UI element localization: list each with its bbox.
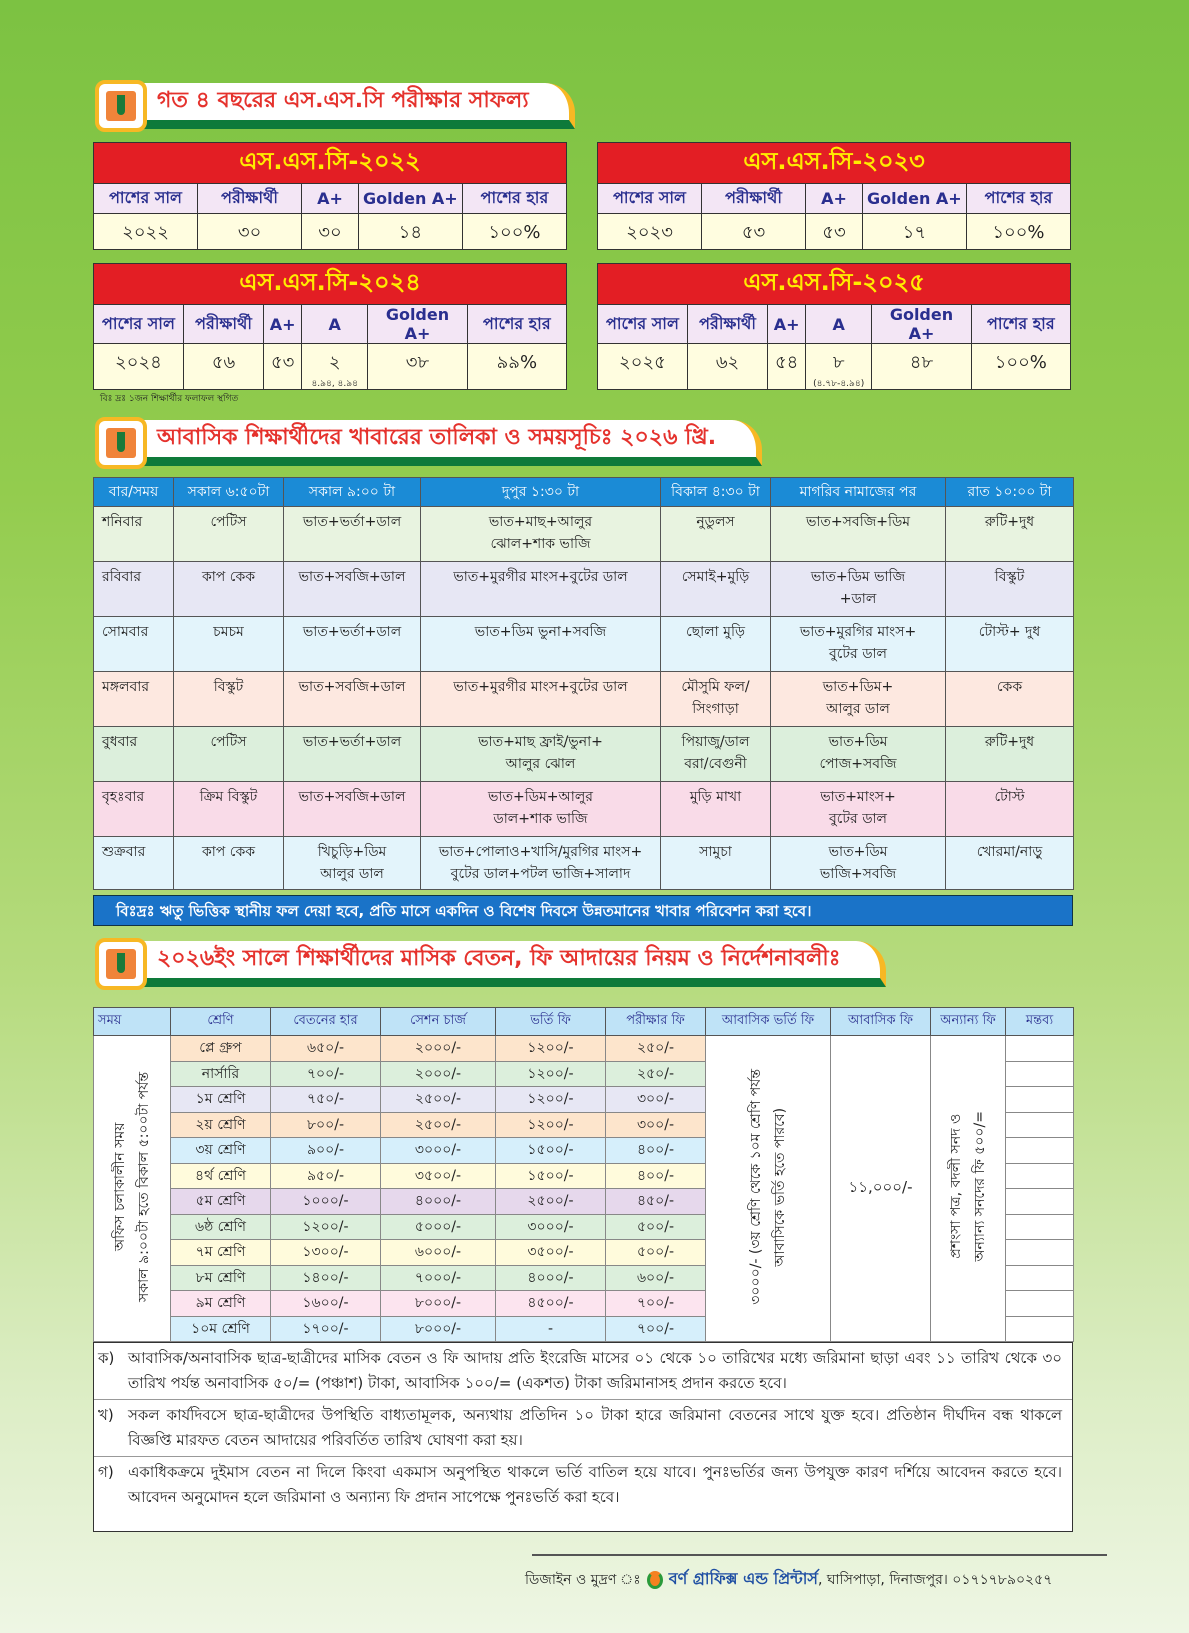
fee-amount-cell: ৫০০/- — [606, 1240, 706, 1266]
ssc-header-cell: A+ — [806, 184, 863, 214]
fee-header-cell: ভর্তি ফি — [496, 1008, 606, 1036]
ssc-header-cell: A+ — [302, 184, 359, 214]
meal-item-cell: বিস্কুট — [174, 672, 284, 727]
fee-amount-cell: ১২০০/- — [496, 1061, 606, 1087]
meal-item-cell: ক্রিম বিস্কুট — [174, 782, 284, 837]
book-pen-logo-icon — [95, 80, 147, 132]
ssc-value: ৫৩ — [822, 222, 846, 243]
meal-item-cell: ভাত+মাছ ফ্রাই/ভুনা+ আলুর ঝোল — [421, 727, 661, 782]
fee-header-cell: অন্যান্য ফি — [931, 1008, 1006, 1036]
meal-day-cell: বুধবার — [94, 727, 174, 782]
meal-row — [94, 782, 1074, 837]
ssc-title-row — [94, 143, 567, 184]
ssc-value: ২০২৫ — [619, 352, 666, 373]
meal-item-cell: ভাত+ভর্তা+ডাল — [284, 727, 421, 782]
ssc-value: ২০২৪ — [115, 352, 162, 373]
ssc-data-cell — [687, 344, 767, 390]
meal-item-cell: কেক — [946, 672, 1074, 727]
fee-class-cell: ১ম শ্রেণি — [171, 1087, 271, 1113]
ssc-value: ৮ — [832, 352, 845, 373]
fee-amount-cell: ৩০০০/- — [496, 1214, 606, 1240]
meal-item-cell: টোস্ট+ দুধ — [946, 617, 1074, 672]
fee-amount-cell: ২০০০/- — [381, 1061, 496, 1087]
ssc-title: এস.এস.সি-২০২৪ — [94, 264, 567, 305]
ssc-data-cell — [183, 344, 263, 390]
fee-class-cell: ৭ম শ্রেণি — [171, 1240, 271, 1266]
ssc-header-cell: পাশের হার — [467, 305, 566, 344]
residential-fee-cell: ১১,০০০/- — [831, 1036, 931, 1342]
ssc-value: ৫৩ — [741, 222, 766, 243]
meal-day-cell: বৃহঃবার — [94, 782, 174, 837]
fee-amount-cell: ১৪০০/- — [271, 1265, 381, 1291]
fee-amount-cell: ১২০০/- — [496, 1087, 606, 1113]
fee-header-cell: আবাসিক ফি — [831, 1008, 931, 1036]
meal-header-cell: বিকাল ৪:৩০ টা — [661, 478, 771, 507]
remarks-cell — [1006, 1240, 1074, 1266]
ssc-data-cell — [94, 344, 184, 390]
residential-admission-fee-text: ৩০০০/- (৩য় শ্রেণি থেকে ১০ম শ্রেণি পর্যন্ত আবাসিকে ভর্তি হতে পারবে) — [748, 1068, 788, 1305]
ssc-data-cell — [971, 344, 1070, 390]
heading-text: গত ৪ বছরের এস.এস.সি পরীক্ষার সাফল্য — [139, 83, 575, 129]
meal-item-cell: ভাত+ভর্তা+ডাল — [284, 617, 421, 672]
ssc-value: ১০০% — [488, 222, 541, 243]
fee-amount-cell: ৩০০/- — [606, 1087, 706, 1113]
fee-amount-cell: ৭০০/- — [606, 1316, 706, 1342]
fee-amount-cell: ৮০০/- — [271, 1112, 381, 1138]
meal-day-cell: মঙ্গলবার — [94, 672, 174, 727]
fee-amount-cell: ৭০০০/- — [381, 1265, 496, 1291]
ssc-result-table-3 — [597, 263, 1071, 390]
book-pen-logo-icon — [95, 417, 147, 469]
remarks-cell — [1006, 1163, 1074, 1189]
ssc-data-cell — [94, 214, 198, 250]
meal-day-cell: সোমবার — [94, 617, 174, 672]
ssc-header-cell: পরীক্ষার্থী — [183, 305, 263, 344]
remarks-cell — [1006, 1087, 1074, 1113]
other-fee-cell — [931, 1036, 1006, 1342]
fee-amount-cell: ২৫০/- — [606, 1036, 706, 1062]
meal-item-cell: ভাত+ডিম+আলুর ডাল+শাক ভাজি — [421, 782, 661, 837]
ssc-header-cell: Golden A+ — [368, 305, 467, 344]
ssc-value: ৫৬ — [211, 352, 236, 373]
footer-prefix: ডিজাইন ও মুদ্রণ ঃ — [525, 1571, 641, 1588]
meal-row — [94, 837, 1074, 890]
fee-amount-cell: ৪৫০০/- — [496, 1291, 606, 1317]
ssc-value: ১০০% — [994, 352, 1047, 373]
section-heading-meal — [95, 417, 1073, 469]
ssc-data-cell — [806, 344, 872, 390]
ssc-value: ৫৪ — [774, 352, 799, 373]
ssc-value: ২০২৩ — [626, 222, 673, 243]
ssc-data-cell — [598, 344, 688, 390]
fee-row — [94, 1036, 1074, 1062]
fee-amount-cell: ৩০০০/- — [381, 1138, 496, 1164]
meal-row — [94, 672, 1074, 727]
fee-amount-cell: ৯০০/- — [271, 1138, 381, 1164]
ssc-header-cell: পাশের হার — [971, 305, 1070, 344]
remarks-cell — [1006, 1265, 1074, 1291]
rules-list — [94, 1342, 1072, 1513]
fee-amount-cell: ৩৫০০/- — [381, 1163, 496, 1189]
fee-amount-cell: ২৫০০/- — [381, 1112, 496, 1138]
fee-class-cell: ৬ষ্ঠ শ্রেণি — [171, 1214, 271, 1240]
fee-amount-cell: ৮০০০/- — [381, 1291, 496, 1317]
ssc-value: ৩০ — [237, 222, 262, 243]
fee-amount-cell: ৬০০০/- — [381, 1240, 496, 1266]
ssc-value: ৯৯% — [496, 352, 538, 373]
ssc-header-cell: পরীক্ষার্থী — [702, 184, 806, 214]
fee-table — [93, 1007, 1074, 1342]
meal-schedule-table — [93, 477, 1074, 890]
meal-item-cell: কাপ কেক — [174, 837, 284, 890]
fee-amount-cell: ১০০০/- — [271, 1189, 381, 1215]
fee-amount-cell: ১২০০/- — [496, 1112, 606, 1138]
ssc-data-cell — [806, 214, 863, 250]
ssc-header-row — [94, 184, 567, 214]
ssc-data-row — [598, 344, 1071, 390]
ssc-value: ১০০% — [992, 222, 1045, 243]
ssc-data-cell — [302, 344, 368, 390]
ssc-header-cell: পাশের সাল — [94, 184, 198, 214]
ssc-header-cell: Golden A+ — [872, 305, 971, 344]
meal-notice: বিঃদ্রঃ ঋতু ভিত্তিক স্থানীয় ফল দেয়া হবে, প্রতি মাসে একদিন ও বিশেষ দিবসে উন্নতমানের খাবার পরিবেশন করা হবে। — [93, 895, 1073, 926]
ssc-value: ৩৮ — [405, 352, 430, 373]
meal-item-cell: সেমাই+মুড়ি — [661, 562, 771, 617]
meal-row — [94, 562, 1074, 617]
ssc-header-cell: A+ — [264, 305, 302, 344]
meal-item-cell: ভাত+ডিম+ আলুর ডাল — [771, 672, 946, 727]
fee-class-cell: প্লে গ্রুপ — [171, 1036, 271, 1062]
fee-amount-cell: ৫০০/- — [606, 1214, 706, 1240]
rule-item — [94, 1399, 1072, 1456]
ssc-title: এস.এস.সি-২০২৩ — [598, 143, 1071, 184]
fee-amount-cell: ৪০০/- — [606, 1163, 706, 1189]
ssc-data-cell — [702, 214, 806, 250]
fee-header-cell: আবাসিক ভর্তি ফি — [706, 1008, 831, 1036]
remarks-cell — [1006, 1214, 1074, 1240]
meal-item-cell: খিচুড়ি+ডিম আলুর ডাল — [284, 837, 421, 890]
heading-text: ২০২৬ইং সালে শিক্ষার্থীদের মাসিক বেতন, ফি আদায়ের নিয়ম ও নির্দেশনাবলীঃ — [139, 941, 886, 987]
meal-item-cell: রুটি+দুধ — [946, 727, 1074, 782]
ssc-value: ১৭ — [902, 222, 927, 243]
fee-amount-cell: ৮০০০/- — [381, 1316, 496, 1342]
fee-amount-cell: ৪০০/- — [606, 1138, 706, 1164]
ssc-value: ৫৩ — [270, 352, 295, 373]
rule-marker: খ) — [98, 1406, 114, 1424]
meal-item-cell: খোরমা/নাড়ু — [946, 837, 1074, 890]
a-grade-gpa-note: ৪.৯৪, ৪.৯৪ — [311, 379, 358, 389]
meal-item-cell: ভাত+ডিম ভাজি+সবজি — [771, 837, 946, 890]
ssc-data-cell — [368, 344, 467, 390]
poster — [93, 0, 1073, 1633]
meal-item-cell: ভাত+মুরগির মাংস+ বুটের ডাল — [771, 617, 946, 672]
ssc-header-cell: পাশের হার — [966, 184, 1070, 214]
fee-amount-cell: ৯৫০/- — [271, 1163, 381, 1189]
ssc-data-row — [598, 214, 1071, 250]
ssc-header-cell: A+ — [768, 305, 806, 344]
ssc-header-row — [598, 184, 1071, 214]
meal-item-cell: ভাত+সবজি+ডাল — [284, 782, 421, 837]
meal-header-cell: সকাল ৯:০০ টা — [284, 478, 421, 507]
ssc-title: এস.এস.সি-২০২২ — [94, 143, 567, 184]
ssc-header-row — [94, 305, 567, 344]
ssc-results — [93, 142, 1073, 390]
ssc-value: ৪৮ — [909, 352, 934, 373]
footer — [525, 1566, 1073, 1593]
fee-class-cell: ২য় শ্রেণি — [171, 1112, 271, 1138]
fee-class-cell: ৯ম শ্রেণি — [171, 1291, 271, 1317]
fee-header-row — [94, 1008, 1074, 1036]
fee-amount-cell: ৪০০০/- — [381, 1189, 496, 1215]
ssc-data-cell — [198, 214, 302, 250]
fee-amount-cell: ১২০০/- — [496, 1036, 606, 1062]
meal-item-cell: পিয়াজু/ডাল বরা/বেগুনী — [661, 727, 771, 782]
ssc-note: বিঃ দ্রঃ ১জন শিক্ষার্থীর ফলাফল স্থগিত — [100, 394, 239, 404]
ssc-header-cell: পাশের সাল — [598, 184, 702, 214]
meal-row — [94, 727, 1074, 782]
ssc-title-row — [598, 264, 1071, 305]
remarks-cell — [1006, 1061, 1074, 1087]
meal-item-cell: ভাত+মাংস+ বুটের ডাল — [771, 782, 946, 837]
meal-header-row — [94, 478, 1074, 507]
ssc-header-cell: পরীক্ষার্থী — [687, 305, 767, 344]
ssc-header-cell: A — [806, 305, 872, 344]
rule-text: আবাসিক/অনাবাসিক ছাত্র-ছাত্রীদের মাসিক বেতন ও ফি আদায় প্রতি ইংরেজি মাসের ০১ থেকে ১০ তারিখের মধ্যে জরিমানা ছাড়া এবং ১১ তারিখ থেকে ৩০ তারিখ পর্যন্ত অনাবাসিক ৫০/= (পঞ্চাশ) টাকা, আবাসিক ১০০/= (একশত) টাকা জরিমানাসহ প্রদান করতে হবে। — [128, 1349, 1062, 1392]
a-grade-gpa-note: (৪.৭৮-৪.৯৪) — [813, 379, 865, 389]
fee-header-cell: বেতনের হার — [271, 1008, 381, 1036]
ssc-data-cell — [768, 344, 806, 390]
rule-marker: গ) — [98, 1463, 114, 1481]
meal-item-cell: ভাত+মুরগীর মাংস+বুটের ডাল — [421, 562, 661, 617]
ssc-data-cell — [966, 214, 1070, 250]
ssc-value: ২ — [328, 352, 341, 373]
fee-amount-cell: ৩৫০০/- — [496, 1240, 606, 1266]
ssc-data-cell — [862, 214, 966, 250]
ssc-result-table-1 — [597, 142, 1071, 250]
ssc-title: এস.এস.সি-২০২৫ — [598, 264, 1071, 305]
fee-amount-cell: ২৫০০/- — [381, 1087, 496, 1113]
ssc-result-table-2 — [93, 263, 567, 390]
ssc-header-cell: পাশের সাল — [598, 305, 688, 344]
meal-item-cell: বিস্কুট — [946, 562, 1074, 617]
fee-amount-cell: ৭০০/- — [271, 1061, 381, 1087]
ssc-data-cell — [467, 344, 566, 390]
ssc-value: ১৪ — [398, 222, 423, 243]
ssc-data-cell — [302, 214, 359, 250]
printer-logo-icon — [647, 1571, 663, 1589]
ssc-title-row — [598, 143, 1071, 184]
meal-header-cell: বার/সময় — [94, 478, 174, 507]
fee-header-cell: মন্তব্য — [1006, 1008, 1074, 1036]
fee-amount-cell: ৩০০/- — [606, 1112, 706, 1138]
meal-item-cell: চমচম — [174, 617, 284, 672]
remarks-cell — [1006, 1112, 1074, 1138]
remarks-cell — [1006, 1189, 1074, 1215]
meal-item-cell: কাপ কেক — [174, 562, 284, 617]
fee-amount-cell: ১৬০০/- — [271, 1291, 381, 1317]
footer-brand-line — [669, 1566, 1053, 1593]
fee-class-cell: ৮ম শ্রেণি — [171, 1265, 271, 1291]
ssc-result-table-0 — [93, 142, 567, 250]
meal-item-cell: ভাত+ডিম পোজ+সবজি — [771, 727, 946, 782]
meal-header-cell: রাত ১০:০০ টা — [946, 478, 1074, 507]
fee-amount-cell: ১৫০০/- — [496, 1163, 606, 1189]
rule-text: সকল কার্যদিবসে ছাত্র-ছাত্রীদের উপস্থিতি বাধ্যতামূলক, অন্যথায় প্রতিদিন ১০ টাকা হারে জরিমানা বেতনের সাথে যুক্ত হবে। প্রতিষ্ঠান দীর্ঘদিন বন্ধ থাকলে বিজ্ঞপ্তি মারফত বেতন আদায়ের পরিবর্তিত তারিখ ঘোষণা করা হয়। — [128, 1406, 1062, 1449]
remarks-cell — [1006, 1291, 1074, 1317]
meal-item-cell: মুড়ি মাখা — [661, 782, 771, 837]
ssc-title-row — [94, 264, 567, 305]
ssc-data-cell — [358, 214, 462, 250]
fee-amount-cell: ২৫০/- — [606, 1061, 706, 1087]
meal-day-cell: শনিবার — [94, 507, 174, 562]
meal-item-cell: ভাত+ভর্তা+ডাল — [284, 507, 421, 562]
fee-header-cell: সেশন চার্জ — [381, 1008, 496, 1036]
meal-item-cell: ভাত+ডিম ভুনা+সবজি — [421, 617, 661, 672]
meal-item-cell: নুডুলস — [661, 507, 771, 562]
ssc-data-row — [94, 214, 567, 250]
fee-amount-cell: ৬৫০/- — [271, 1036, 381, 1062]
meal-item-cell: ভাত+ডিম ভাজি +ডাল — [771, 562, 946, 617]
ssc-header-cell: A — [302, 305, 368, 344]
ssc-header-cell: পাশের হার — [462, 184, 566, 214]
meal-day-cell: শুক্রবার — [94, 837, 174, 890]
fee-amount-cell: ৪৫০/- — [606, 1189, 706, 1215]
fee-class-cell: ১০ম শ্রেণি — [171, 1316, 271, 1342]
residential-admission-fee-cell — [706, 1036, 831, 1342]
ssc-value: ৩০ — [318, 222, 342, 243]
fee-class-cell: ৫ম শ্রেণি — [171, 1189, 271, 1215]
meal-item-cell: ভাত+মাছ+আলুর ঝোল+শাক ভাজি — [421, 507, 661, 562]
fee-panel — [93, 1007, 1073, 1532]
ssc-data-cell — [872, 344, 971, 390]
fee-amount-cell: ২০০০/- — [381, 1036, 496, 1062]
other-fee-text: প্রশংসা পত্র, বদলী সনদ ও অন্যান্য সনদের ফি ৫০০/= — [948, 1111, 988, 1262]
fee-class-cell: নার্সারি — [171, 1061, 271, 1087]
meal-item-cell: ভাত+পোলাও+খাসি/মুরগির মাংস+ বুটের ডাল+পটল ভাজি+সালাদ — [421, 837, 661, 890]
fee-amount-cell: ৫০০০/- — [381, 1214, 496, 1240]
fee-amount-cell: ১২০০/- — [271, 1214, 381, 1240]
fee-amount-cell: - — [496, 1316, 606, 1342]
fee-header-cell: সময় — [94, 1008, 171, 1036]
meal-item-cell: ভাত+মুরগীর মাংস+বুটের ডাল — [421, 672, 661, 727]
fee-amount-cell: ৭০০/- — [606, 1291, 706, 1317]
meal-item-cell: ভাত+সবজি+ডাল — [284, 562, 421, 617]
fee-class-cell: ৩য় শ্রেণি — [171, 1138, 271, 1164]
footer-divider — [532, 1554, 1107, 1556]
fee-amount-cell: ১৭০০/- — [271, 1316, 381, 1342]
fee-amount-cell: ১৫০০/- — [496, 1138, 606, 1164]
ssc-data-cell — [264, 344, 302, 390]
remarks-cell — [1006, 1036, 1074, 1062]
footer-brand: বর্ণ গ্রাফিক্স এন্ড প্রিন্টার্স — [668, 1569, 818, 1588]
meal-item-cell: মৌসুমি ফল/ সিংগাড়া — [661, 672, 771, 727]
fee-amount-cell: ৬০০/- — [606, 1265, 706, 1291]
fee-header-cell: পরীক্ষার ফি — [606, 1008, 706, 1036]
fee-amount-cell: ৪০০০/- — [496, 1265, 606, 1291]
ssc-value: ২০২২ — [122, 222, 169, 243]
footer-address: , ঘাসিপাড়া, দিনাজপুর। ০১৭১৭৮৯০২৫৭ — [817, 1572, 1053, 1588]
meal-item-cell: পেটিস — [174, 727, 284, 782]
ssc-header-row — [598, 305, 1071, 344]
meal-item-cell: টোস্ট — [946, 782, 1074, 837]
ssc-data-row — [94, 344, 567, 390]
meal-day-cell: রবিবার — [94, 562, 174, 617]
meal-item-cell: পেটিস — [174, 507, 284, 562]
meal-row — [94, 507, 1074, 562]
ssc-value: ৬২ — [715, 352, 740, 373]
fee-header-cell: শ্রেণি — [171, 1008, 271, 1036]
meal-header-cell: মাগরিব নামাজের পর — [771, 478, 946, 507]
remarks-cell — [1006, 1138, 1074, 1164]
book-pen-logo-icon — [95, 938, 147, 990]
ssc-header-cell: Golden A+ — [358, 184, 462, 214]
meal-header-cell: সকাল ৬:৫০টা — [174, 478, 284, 507]
meal-item-cell: রুটি+দুধ — [946, 507, 1074, 562]
ssc-header-cell: Golden A+ — [862, 184, 966, 214]
meal-item-cell: সামুচা — [661, 837, 771, 890]
rule-text: একাধিকক্রমে দুইমাস বেতন না দিলে কিংবা একমাস অনুপস্থিত থাকলে ভর্তি বাতিল হয়ে যাবে। পুনঃভর্তির জন্য উপযুক্ত কারণ দর্শিয়ে আবেদন করতে হবে। আবেদন অনুমোদন হলে জরিমানা ও অন্যান্য ফি প্রদান সাপেক্ষে পুনঃভর্তি করা হবে। — [128, 1463, 1062, 1506]
rule-item — [94, 1456, 1072, 1513]
meal-row — [94, 617, 1074, 672]
meal-header-cell: দুপুর ১:৩০ টা — [421, 478, 661, 507]
meal-item-cell: ছোলা মুড়ি — [661, 617, 771, 672]
meal-item-cell: ভাত+সবজি+ডাল — [284, 672, 421, 727]
heading-text: আবাসিক শিক্ষার্থীদের খাবারের তালিকা ও সময়সূচিঃ ২০২৬ খ্রি. — [139, 420, 762, 466]
fee-amount-cell: ২৫০০/- — [496, 1189, 606, 1215]
ssc-header-cell: পাশের সাল — [94, 305, 184, 344]
fee-amount-cell: ১৩০০/- — [271, 1240, 381, 1266]
ssc-data-cell — [598, 214, 702, 250]
rule-marker: ক) — [98, 1349, 115, 1367]
ssc-data-cell — [462, 214, 566, 250]
meal-item-cell: ভাত+সবজি+ডিম — [771, 507, 946, 562]
office-time-text: অফিস চলাকালীন সময় সকাল ৯:০০টা হতে বিকাল ৫:০০টা পর্যন্ত — [112, 1071, 152, 1302]
office-time-cell — [94, 1036, 171, 1342]
ssc-header-cell: পরীক্ষার্থী — [198, 184, 302, 214]
section-heading-ssc — [95, 80, 1073, 132]
remarks-cell — [1006, 1316, 1074, 1342]
rule-item — [94, 1343, 1072, 1399]
section-heading-fee — [95, 938, 1073, 990]
fee-class-cell: ৪র্থ শ্রেণি — [171, 1163, 271, 1189]
fee-amount-cell: ৭৫০/- — [271, 1087, 381, 1113]
